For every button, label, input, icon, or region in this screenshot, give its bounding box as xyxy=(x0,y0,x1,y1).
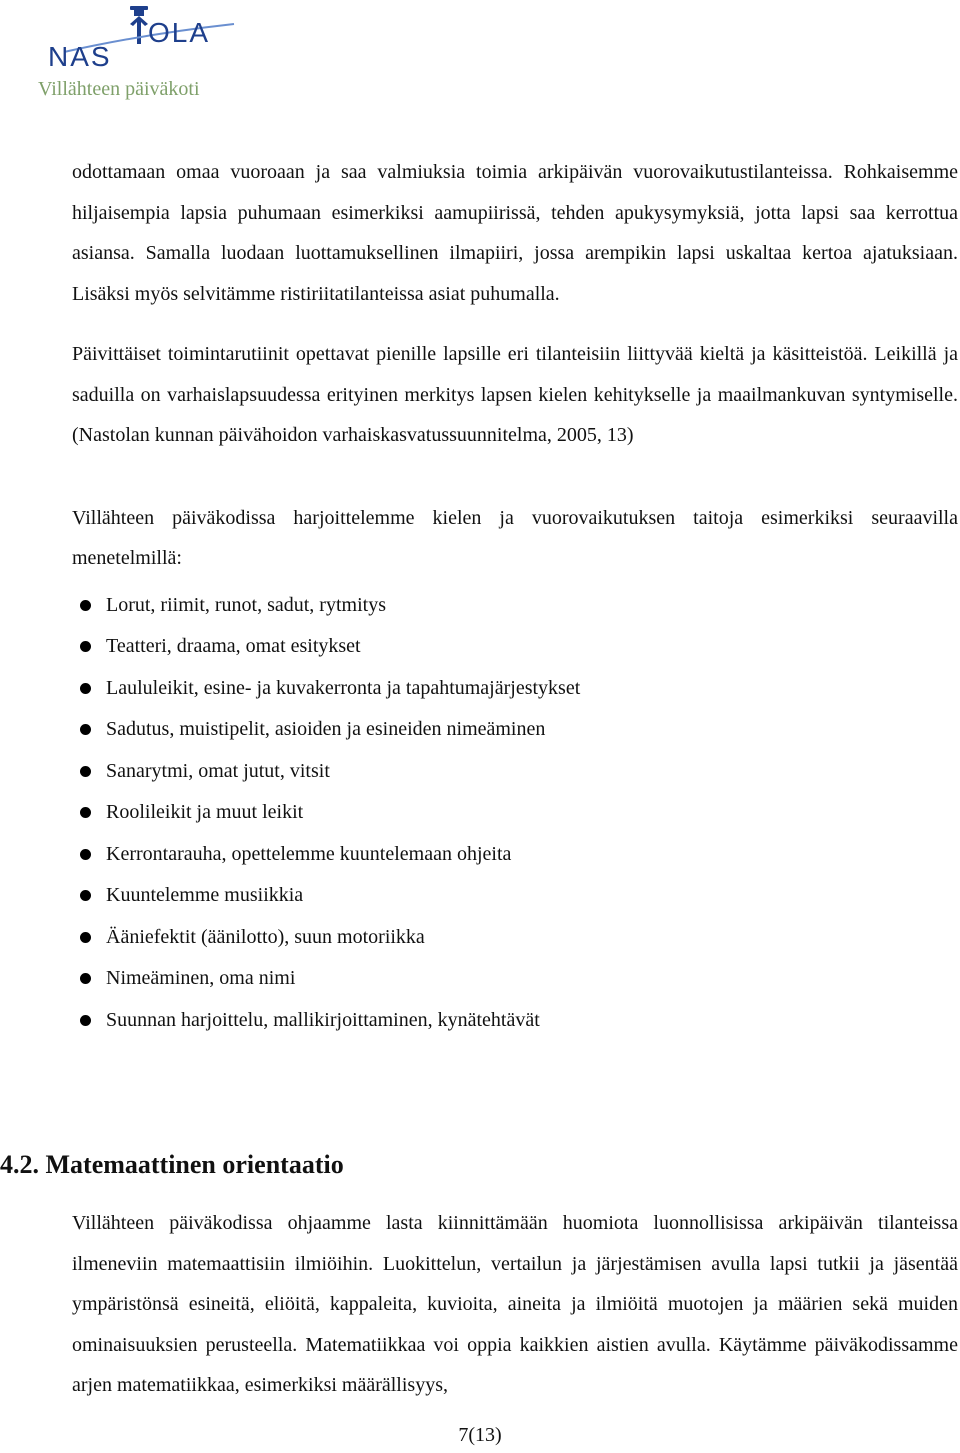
list-item: Teatteri, draama, omat esitykset xyxy=(72,626,958,668)
list-item: Ääniefektit (äänilotto), suun motoriikka xyxy=(72,917,958,959)
methods-list xyxy=(72,585,958,1042)
list-item: Sadutus, muistipelit, asioiden ja esineiden nimeäminen xyxy=(72,709,958,751)
bullet-icon xyxy=(80,849,91,860)
intro-paragraph-3: Villähteen päiväkodissa harjoittelemme kielen ja vuorovaikutuksen taitoja esimerkiksi seuraavilla menetelmillä: xyxy=(72,506,958,569)
list-item: Laululeikit, esine- ja kuvakerronta ja tapahtumajärjestykset xyxy=(72,668,958,710)
list-item: Suunnan harjoittelu, mallikirjoittaminen, kynätehtävät xyxy=(72,1000,958,1042)
kindergarten-name: Villähteen päiväkoti xyxy=(38,78,200,100)
nastola-logo xyxy=(44,4,244,70)
list-item: Kerrontarauha, opettelemme kuuntelemaan ohjeita xyxy=(72,834,958,876)
section-content xyxy=(72,1203,958,1406)
bullet-icon xyxy=(80,641,91,652)
section-heading: 4.2. Matemaattinen orientaatio xyxy=(0,1150,344,1179)
svg-text:NAS: NAS xyxy=(48,41,112,70)
intro-paragraph-2: Päivittäiset toimintarutiinit opettavat pienille lapsille eri tilanteisiin liittyvää kieltä ja käsitteistöä. Leikillä ja saduilla on varhaislapsuudessa erityinen merkitys lapsen kielen kehitykselle ja maailmankuvan syntymiselle. (Nastolan kunnan päivähoidon varhaiskasvatussuunnitelma, 2005, 13) xyxy=(72,343,958,446)
list-item: Nimeäminen, oma nimi xyxy=(72,958,958,1000)
bullet-icon xyxy=(80,600,91,611)
intro-paragraph-1: odottamaan omaa vuoroaan ja saa valmiuksia toimia arkipäivän vuorovaikutustilanteissa. Rohkaisemme hiljaisempia lapsia puhumaan esimerkiksi aamupiirissä, tehden apukysymyksiä, jotta lapsi saa kerrottua asiansa. Samalla luodaan luottamuksellinen ilmapiiri, jossa arempikin lapsi uskaltaa kertoa ajatuksiaan. Lisäksi myös selvitämme ristiriitatilanteissa asiat puhumalla. xyxy=(72,161,958,305)
section-paragraph: Villähteen päiväkodissa ohjaamme lasta kiinnittämään huomiota luonnollisissa arkipäivän tilanteissa ilmeneviin matemaattisiin ilmiöihin. Luokittelun, vertailun ja järjestämisen avulla lapsi tutkii ja jäsentää ympäristönsä esineitä, eliöitä, kappaleita, kuvioita, aineita ja ilmiöitä muotojen ja määrien sekä muiden ominaisuuksien perusteella. Matematiikkaa voi oppia kaikkien aistien avulla. Käytämme päiväkodissamme arjen matematiikkaa, esimerkiksi määrällisyys, xyxy=(72,1212,958,1396)
bullet-icon xyxy=(80,932,91,943)
bullet-icon xyxy=(80,1015,91,1026)
list-item: Kuuntelemme musiikkia xyxy=(72,875,958,917)
page-header xyxy=(0,0,300,110)
list-item: Roolileikit ja muut leikit xyxy=(72,792,958,834)
main-content xyxy=(72,152,958,1041)
bullet-icon xyxy=(80,973,91,984)
page-number: 7(13) xyxy=(458,1424,502,1446)
bullet-icon xyxy=(80,724,91,735)
bullet-icon xyxy=(80,683,91,694)
list-item: Lorut, riimit, runot, sadut, rytmitys xyxy=(72,585,958,627)
list-item: Sanarytmi, omat jutut, vitsit xyxy=(72,751,958,793)
bullet-icon xyxy=(80,890,91,901)
svg-text:OLA: OLA xyxy=(148,17,211,48)
bullet-icon xyxy=(80,766,91,777)
bullet-icon xyxy=(80,807,91,818)
